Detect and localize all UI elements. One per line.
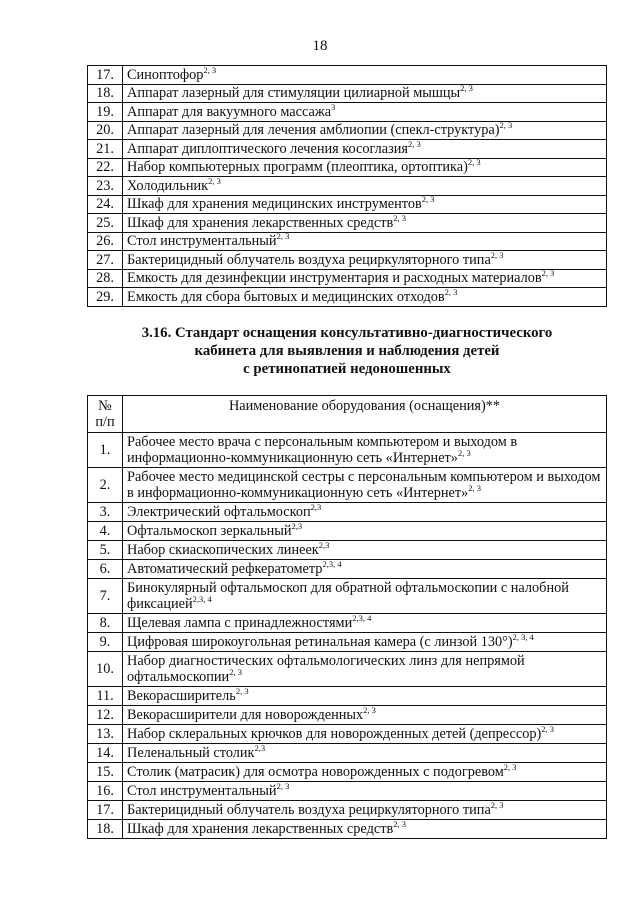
equipment-name-text: Набор диагностических офтальмологических линз для непрямой офтальмоскопии [127, 653, 525, 685]
row-number: 13. [88, 725, 123, 744]
row-equipment-name [123, 251, 607, 270]
equipment-name-text: Шкаф для хранения лекарственных средств [127, 214, 394, 231]
row-equipment-name [123, 66, 607, 85]
equipment-name-text: Столик (матрасик) для осмотра новорожденных с подогревом [127, 764, 504, 780]
row-equipment-name [123, 652, 607, 687]
row-number: 2. [88, 468, 123, 503]
footnote-reference: 2, 3 [363, 705, 376, 715]
equipment-name-text: Холодильник [127, 177, 209, 194]
row-equipment-name [123, 763, 607, 782]
footnote-reference: 2, 3 [229, 667, 242, 677]
footnote-reference: 2, 3 [490, 800, 504, 810]
equipment-name-text: Шкаф для хранения медицинских инструментов [127, 196, 422, 213]
equipment-name-text: Аппарат диплоптического лечения косоглазия [127, 140, 408, 157]
table-row [88, 103, 607, 122]
equipment-name-text: Набор компьютерных программ (плеоптика, ортоптика) [127, 159, 468, 176]
row-equipment-name [123, 725, 607, 744]
row-equipment-name [123, 541, 607, 560]
table-row [88, 195, 607, 214]
table-row [88, 66, 607, 85]
equipment-name-text: Бактерицидный облучатель воздуха рециркуляторного типа [127, 802, 491, 818]
row-equipment-name [123, 121, 607, 140]
equipment-name-text: Рабочее место врача с персональным компьютером и выходом в информационно-коммуникационную сеть «Интернет» [127, 434, 518, 466]
equipment-name-text: Аппарат лазерный для стимуляции цилиарной мышцы [127, 85, 461, 102]
footnote-reference: 2, 3 [203, 64, 217, 75]
table-row [88, 744, 607, 763]
row-number: 28. [88, 269, 123, 288]
footnote-reference: 2,3, 4 [192, 594, 212, 604]
row-number: 6. [88, 560, 123, 579]
footnote-reference: 2, 3 [276, 231, 290, 242]
equipment-name-text: Набор скиаскопических линеек [127, 542, 319, 558]
footnote-reference: 2, 3 [393, 819, 406, 829]
footnote-reference: 2, 3 [408, 138, 421, 149]
page-number: 18 [312, 38, 328, 54]
equipment-name-text: Бинокулярный офтальмоскоп для обратной офтальмоскопии с налобной фиксацией [127, 580, 569, 612]
row-number: 9. [88, 633, 123, 652]
row-number: 19. [88, 103, 123, 122]
equipment-name-text: Векорасширитель [127, 688, 236, 704]
row-number: 7. [88, 579, 123, 614]
table-row [88, 433, 607, 468]
table-row [88, 782, 607, 801]
footnote-reference: 2, 3 [503, 762, 517, 772]
table-row [88, 503, 607, 522]
row-equipment-name [123, 801, 607, 820]
table-row [88, 687, 607, 706]
footnote-reference: 2,3 [291, 521, 303, 531]
header-number-line-1: № [98, 398, 112, 414]
equipment-name-text: Емкость для дезинфекции инструментария и расходных материалов [127, 270, 542, 287]
table-row [88, 633, 607, 652]
row-number: 22. [88, 158, 123, 177]
footnote-reference: 2, 3 [499, 120, 513, 131]
equipment-name-text: Пеленальный столик [127, 745, 255, 761]
row-number: 17. [88, 801, 123, 820]
row-equipment-name [123, 503, 607, 522]
row-number: 1. [88, 433, 123, 468]
table-row [88, 614, 607, 633]
row-equipment-name [123, 232, 607, 251]
table-row [88, 158, 607, 177]
footnote-reference: 2, 3 [490, 249, 504, 260]
row-number: 27. [88, 251, 123, 270]
row-equipment-name [123, 522, 607, 541]
footnote-reference: 2, 3 [393, 212, 406, 223]
table-row [88, 232, 607, 251]
row-equipment-name [123, 288, 607, 307]
table-row [88, 820, 607, 839]
equipment-name-text: Емкость для сбора бытовых и медицинских отходов [127, 288, 445, 305]
row-equipment-name [123, 560, 607, 579]
equipment-name-text: Стол инструментальный [127, 233, 277, 250]
row-equipment-name [123, 820, 607, 839]
footnote-reference: 2, 3 [460, 83, 473, 94]
row-number: 10. [88, 652, 123, 687]
row-number: 18. [88, 820, 123, 839]
footnote-reference: 2,3 [318, 540, 330, 550]
equipment-name-text: Щелевая лампа с принадлежностями [127, 615, 353, 631]
header-number-line-2: п/п [95, 414, 115, 430]
row-equipment-name [123, 614, 607, 633]
row-number: 29. [88, 288, 123, 307]
equipment-table-continued [87, 65, 607, 307]
row-number: 5. [88, 541, 123, 560]
table-row [88, 214, 607, 233]
table-row [88, 140, 607, 159]
row-equipment-name [123, 195, 607, 214]
equipment-table-retinopathy [87, 395, 607, 839]
equipment-name-text: Офтальмоскоп зеркальный [127, 523, 292, 539]
row-equipment-name [123, 633, 607, 652]
table-row [88, 763, 607, 782]
row-number: 4. [88, 522, 123, 541]
row-equipment-name [123, 433, 607, 468]
table-row [88, 541, 607, 560]
footnote-reference: 2, 3 [421, 194, 435, 205]
row-number: 14. [88, 744, 123, 763]
row-equipment-name [123, 140, 607, 159]
row-equipment-name [123, 744, 607, 763]
equipment-name-text: Электрический офтальмоскоп [127, 504, 311, 520]
footnote-reference: 2,3 [310, 502, 322, 512]
section-heading-line-1: 3.16. Стандарт оснащения консультативно-диагностического [141, 325, 553, 341]
row-equipment-name [123, 706, 607, 725]
footnote-reference: 2, 3 [467, 157, 481, 168]
row-number: 24. [88, 195, 123, 214]
equipment-name-text: Автоматический рефкератометр [127, 561, 323, 577]
row-number: 18. [88, 84, 123, 103]
footnote-reference: 2,3 [254, 743, 266, 753]
equipment-name-text: Цифровая широкоугольная ретинальная камера (с линзой 130°) [127, 634, 513, 650]
table-row [88, 725, 607, 744]
table-header-row [88, 396, 607, 433]
row-equipment-name [123, 103, 607, 122]
row-number: 15. [88, 763, 123, 782]
table-row [88, 522, 607, 541]
table-row [88, 269, 607, 288]
table-row [88, 560, 607, 579]
footnote-reference: 2, 3 [444, 286, 458, 297]
table-row [88, 706, 607, 725]
row-equipment-name [123, 84, 607, 103]
footnote-reference: 2, 3 [276, 781, 290, 791]
footnote-reference: 2,3, 4 [352, 613, 372, 623]
row-number: 16. [88, 782, 123, 801]
table-row [88, 468, 607, 503]
footnote-reference: 2, 3 [468, 483, 482, 493]
footnote-reference: 2,3, 4 [322, 559, 342, 569]
footnote-reference: 3 [331, 101, 336, 112]
footnote-reference: 2, 3 [235, 686, 249, 696]
table-row [88, 121, 607, 140]
row-equipment-name [123, 177, 607, 196]
equipment-name-text: Векорасширители для новорожденных [127, 707, 364, 723]
table-row [88, 177, 607, 196]
row-equipment-name [123, 214, 607, 233]
row-number: 12. [88, 706, 123, 725]
section-heading [87, 324, 607, 378]
row-number: 11. [88, 687, 123, 706]
row-number: 8. [88, 614, 123, 633]
table-row [88, 84, 607, 103]
section-heading-line-3: с ретинопатией недоношенных [243, 361, 451, 377]
footnote-reference: 2, 3, 4 [512, 632, 534, 642]
row-number: 23. [88, 177, 123, 196]
row-number: 17. [88, 66, 123, 85]
header-name-cell: Наименование оборудования (оснащения)** [123, 396, 607, 433]
row-number: 26. [88, 232, 123, 251]
row-number: 25. [88, 214, 123, 233]
equipment-name-text: Набор склеральных крючков для новорожденных детей (депрессор) [127, 726, 542, 742]
equipment-name-text: Стол инструментальный [127, 783, 277, 799]
table-row [88, 652, 607, 687]
table-row [88, 579, 607, 614]
equipment-name-text: Бактерицидный облучатель воздуха рециркуляторного типа [127, 251, 491, 268]
equipment-name-text: Шкаф для хранения лекарственных средств [127, 821, 394, 837]
row-equipment-name [123, 158, 607, 177]
footnote-reference: 2, 3 [541, 268, 555, 279]
equipment-name-text: Аппарат лазерный для лечения амблиопии (спекл-структура) [127, 122, 500, 139]
table-row [88, 801, 607, 820]
table-row [88, 288, 607, 307]
row-equipment-name [123, 269, 607, 288]
equipment-name-text: Аппарат для вакуумного массажа [127, 103, 332, 120]
footnote-reference: 2, 3 [541, 724, 555, 734]
equipment-name-text: Рабочее место медицинской сестры с персональным компьютером и выходом в информационно-коммуникационную сеть «Интернет» [127, 469, 601, 501]
header-number-cell [88, 396, 123, 433]
row-equipment-name [123, 468, 607, 503]
row-equipment-name [123, 579, 607, 614]
section-heading-line-2: кабинета для выявления и наблюдения детей [194, 343, 500, 359]
row-equipment-name [123, 782, 607, 801]
footnote-reference: 2, 3 [208, 175, 221, 186]
row-number: 21. [88, 140, 123, 159]
equipment-name-text: Синоптофор [127, 66, 204, 83]
row-number: 20. [88, 121, 123, 140]
footnote-reference: 2, 3 [457, 448, 471, 458]
table-row [88, 251, 607, 270]
row-number: 3. [88, 503, 123, 522]
row-equipment-name [123, 687, 607, 706]
